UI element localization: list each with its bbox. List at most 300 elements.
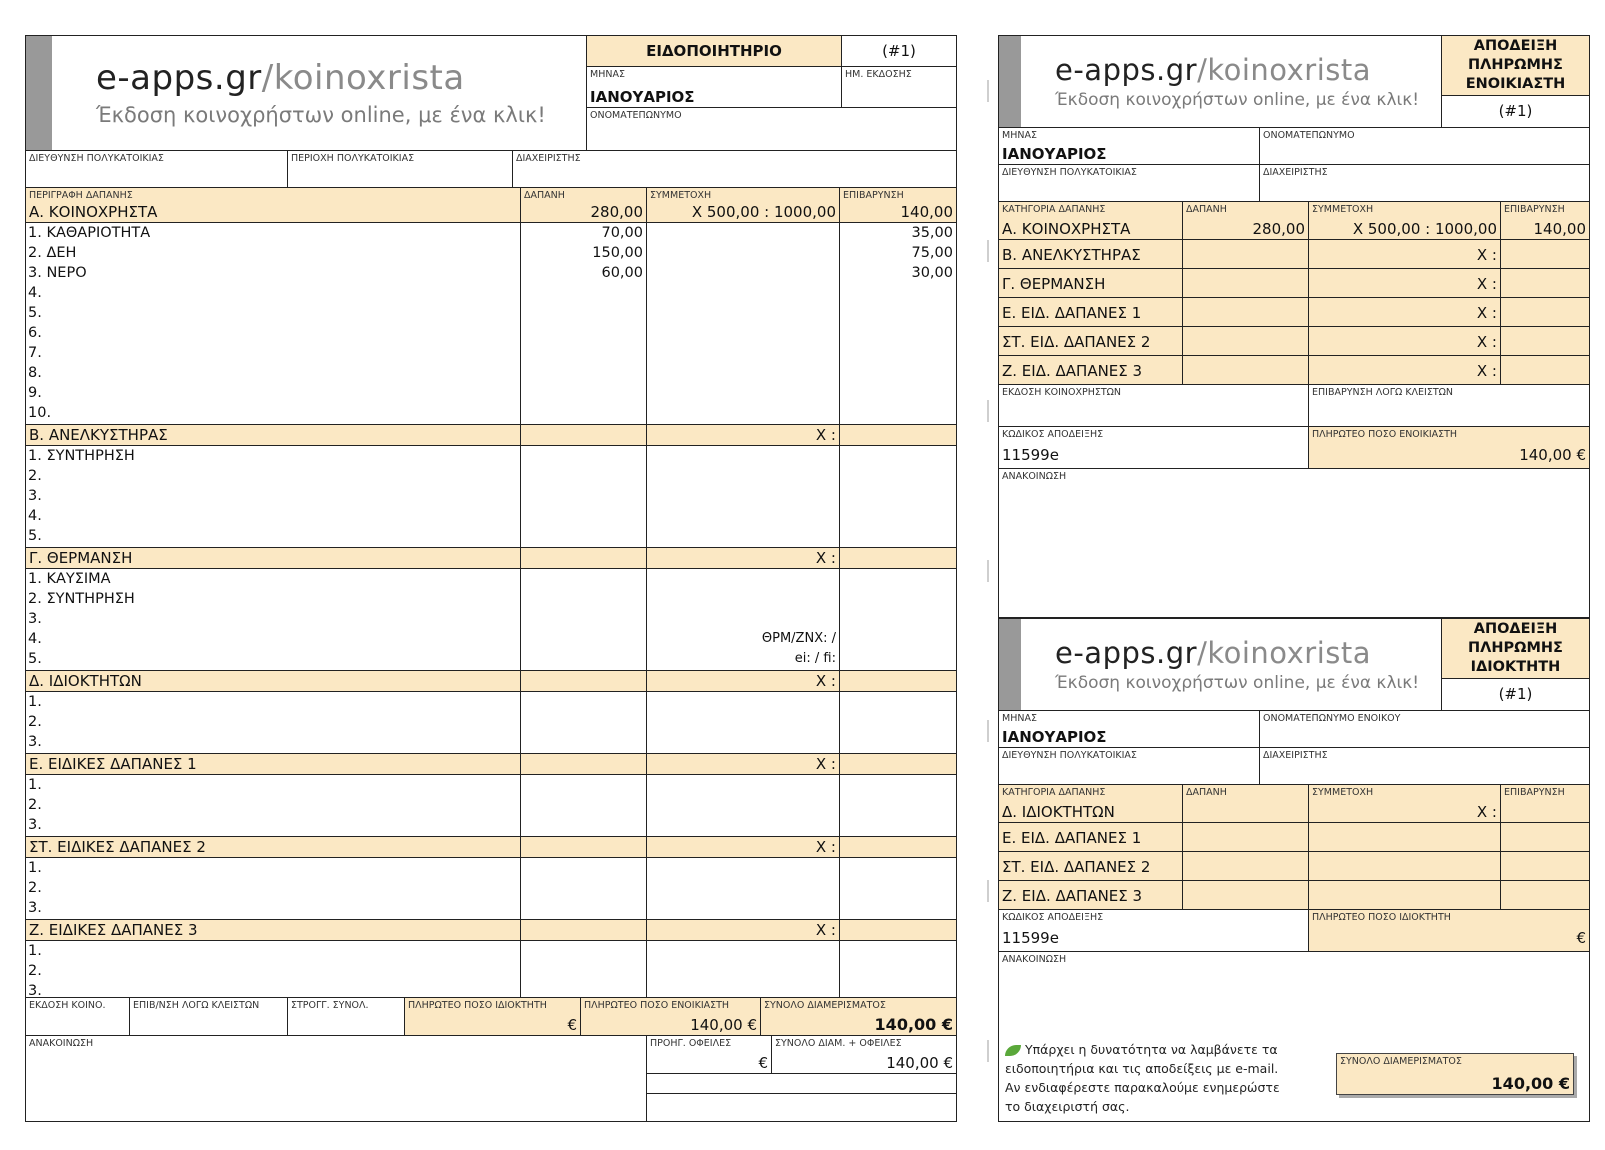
code-cell xyxy=(999,910,1309,952)
manager-label: ΔΙΑΧΕΙΡΙΣΤΗΣ xyxy=(516,153,581,164)
apartment-total-value: 140,00 € xyxy=(1491,1074,1570,1093)
row-cost xyxy=(1183,298,1309,327)
cat-d-cost xyxy=(521,671,647,692)
item: 4. xyxy=(28,285,42,301)
row-cat xyxy=(999,240,1183,269)
receipt-title-line3: ΕΝΟΙΚΙΑΣΤΗ xyxy=(1465,76,1566,92)
cat-st-charge xyxy=(840,837,956,858)
receipt-number: (#1) xyxy=(1498,685,1533,703)
pay-value: 140,00 € xyxy=(1519,446,1586,464)
closed-cell xyxy=(130,998,288,1036)
item: 10. xyxy=(28,405,52,421)
tenant-name-label: ΟΝΟΜΑΤΕΠΩΝΥΜΟ ΕΝΟΙΚΟΥ xyxy=(1263,713,1401,724)
issue-cell xyxy=(26,998,130,1036)
cat-e-share xyxy=(647,754,840,775)
row-charge xyxy=(1501,356,1589,385)
item: 2. xyxy=(28,797,42,813)
receipt-number-cell xyxy=(1442,679,1589,711)
manager-label: ΔΙΑΧΕΙΡΙΣΤΗΣ xyxy=(1263,167,1328,178)
cat-z-costs xyxy=(521,941,647,998)
month-value: ΙΑΝΟΥΑΡΙΟΣ xyxy=(1002,145,1107,163)
item-cost: 150,00 xyxy=(592,245,643,261)
row-charge xyxy=(1501,823,1589,852)
row-cat xyxy=(999,269,1183,298)
apartment-total-label: ΣΥΝΟΛΟ ΔΙΑΜΕΡΙΣΜΑΤΟΣ xyxy=(1340,1056,1462,1067)
cat-a-item-costs xyxy=(521,223,647,425)
pay-value: € xyxy=(1576,929,1586,947)
cut-line xyxy=(987,1040,989,1062)
col-desc-label: ΠΕΡΙΓΡΑΦΗ ΔΑΠΑΝΗΣ xyxy=(29,190,133,201)
cat-z-charge xyxy=(840,920,956,941)
fullname-label: ΟΝΟΜΑΤΕΠΩΝΥΜΟ xyxy=(1263,130,1355,141)
row-a-share-value: X 500,00 : 1000,00 xyxy=(1352,220,1497,238)
col-charge-label: ΕΠΙΒΑΡΥΝΣΗ xyxy=(1504,787,1565,798)
row-title: Ζ. ΕΙΔ. ΔΑΠΑΝΕΣ 3 xyxy=(1002,887,1143,905)
tenant-receipt xyxy=(998,35,1590,618)
cat-b-header xyxy=(26,425,521,446)
address-cell xyxy=(999,748,1260,785)
cat-a-cost: 280,00 xyxy=(590,203,643,221)
cat-d-header xyxy=(26,671,521,692)
col-share-label: ΣΥΜΜΕΤΟΧΗ xyxy=(1312,787,1374,798)
announce-label: ΑΝΑΚΟΙΝΩΣΗ xyxy=(1002,471,1067,482)
col-cost-label: ΔΑΠΑΝΗ xyxy=(524,190,565,201)
code-value: 11599e xyxy=(1002,446,1059,464)
closed-label: ΕΠΙΒΑΡΥΝΣΗ ΛΟΓΩ ΚΛΕΙΣΤΩΝ xyxy=(1312,387,1454,398)
notice-title-cell xyxy=(586,36,842,67)
cat-d-share xyxy=(647,671,840,692)
announce-cell xyxy=(999,952,1589,1121)
code-value: 11599e xyxy=(1002,929,1059,947)
cat-e-header xyxy=(26,754,521,775)
row-a-cost-value: 280,00 xyxy=(1252,220,1305,238)
row-a-charge xyxy=(1501,202,1589,240)
address-cell xyxy=(26,151,288,188)
brand-logo xyxy=(26,36,586,151)
row-cat xyxy=(999,327,1183,356)
cat-c-items xyxy=(26,569,521,671)
cat-e-costs xyxy=(521,775,647,837)
tenant-pay-label: ΠΛΗΡΩΤΕΟ ΠΟΣΟ ΕΝΟΙΚΙΑΣΤΗ xyxy=(584,1000,730,1011)
month-value: ΙΑΝΟΥΑΡΙΟΣ xyxy=(1002,728,1107,746)
closed-cell xyxy=(1309,385,1589,427)
item-charge: 35,00 xyxy=(911,225,953,241)
item: 1. xyxy=(28,694,42,710)
cat-st-charges xyxy=(840,858,956,920)
row-share xyxy=(1309,240,1501,269)
cat-z-cost xyxy=(521,920,647,941)
row-a-cat xyxy=(999,202,1183,240)
manager-label: ΔΙΑΧΕΙΡΙΣΤΗΣ xyxy=(1263,750,1328,761)
cut-line xyxy=(987,400,989,422)
cat-c-charge xyxy=(840,548,956,569)
cat-d-charge xyxy=(840,671,956,692)
cat-a-share: X 500,00 : 1000,00 xyxy=(691,203,836,221)
email-info-line4: το διαχειριστή σας. xyxy=(1005,1099,1130,1114)
receipt-title-line3: ΙΔΙΟΚΤΗΤΗ xyxy=(1470,659,1561,675)
issue-cell xyxy=(999,385,1309,427)
row-cat xyxy=(999,298,1183,327)
row-d-x: X : xyxy=(1476,803,1497,821)
col-cat-label: ΚΑΤΗΓΟΡΙΑ ΔΑΠΑΝΗΣ xyxy=(1002,204,1106,215)
cat-d-title: Δ. ΙΔΙΟΚΤΗΤΩΝ xyxy=(29,672,142,690)
row-share xyxy=(1309,881,1501,910)
row-charge xyxy=(1501,852,1589,881)
row-charge xyxy=(1501,240,1589,269)
cut-line xyxy=(987,720,989,742)
item: 2. ΣΥΝΤΗΡΗΣΗ xyxy=(28,591,135,607)
row-cost xyxy=(1183,240,1309,269)
announce-cell xyxy=(999,469,1589,617)
row-x: X : xyxy=(1476,304,1497,322)
row-share xyxy=(1309,852,1501,881)
row-charge xyxy=(1501,881,1589,910)
row-a-share xyxy=(1309,202,1501,240)
issue-label: ΕΚΔΟΣΗ ΚΟΙΝΟΧΡΗΣΤΩΝ xyxy=(1002,387,1122,398)
item: 1. ΚΑΥΣΙΜΑ xyxy=(28,571,111,587)
logo-bar xyxy=(26,36,52,150)
item: 3. xyxy=(28,734,42,750)
cat-z-charges xyxy=(840,941,956,998)
item: 8. xyxy=(28,365,42,381)
row-x: X : xyxy=(1476,275,1497,293)
address-label: ΔΙΕΥΘΥΝΣΗ ΠΟΛΥΚΑΤΟΙΚΙΑΣ xyxy=(29,153,164,164)
cat-e-x: X : xyxy=(815,755,836,773)
row-title: Ζ. ΕΙΔ. ΔΑΠΑΝΕΣ 3 xyxy=(1002,362,1143,380)
cat-e-cost xyxy=(521,754,647,775)
cat-c-cost xyxy=(521,548,647,569)
item: 3. xyxy=(28,488,42,504)
item-cost: 70,00 xyxy=(601,225,643,241)
announce-cell xyxy=(26,1036,647,1121)
logo-text: e-apps.gr/koinoxrista xyxy=(1055,636,1372,670)
row-d-title: Δ. ΙΔΙΟΚΤΗΤΩΝ xyxy=(1002,803,1115,821)
item: 4. xyxy=(28,508,42,524)
leaf-icon xyxy=(1005,1045,1021,1056)
item-cost: 60,00 xyxy=(601,265,643,281)
email-info-line2: ειδοποιητήρια και τις αποδείξεις με e-mail. xyxy=(1005,1061,1279,1076)
area-cell xyxy=(288,151,513,188)
row-d-cost xyxy=(1183,785,1309,823)
item: 5. xyxy=(28,528,42,544)
manager-cell xyxy=(513,151,956,188)
issue-date-label: ΗΜ. ΕΚΔΟΣΗΣ xyxy=(845,69,912,80)
pay-label: ΠΛΗΡΩΤΕΟ ΠΟΣΟ ΕΝΟΙΚΙΑΣΤΗ xyxy=(1312,429,1458,440)
cat-z-title: Ζ. ΕΙΔΙΚΕΣ ΔΑΠΑΝΕΣ 3 xyxy=(29,921,198,939)
item: 1. ΚΑΘΑΡΙΟΤΗΤΑ xyxy=(28,225,151,241)
apartment-total-box xyxy=(1336,1053,1574,1095)
item: 2. xyxy=(28,880,42,896)
cat-d-x: X : xyxy=(815,672,836,690)
issue-date-cell xyxy=(842,67,956,108)
cut-line xyxy=(987,560,989,582)
cat-b-charges xyxy=(840,446,956,548)
item: 4. xyxy=(28,631,42,647)
email-info-line1: Υπάρχει η δυνατότητα να λαμβάνετε τα xyxy=(1005,1040,1305,1059)
cat-c-shares xyxy=(647,569,840,671)
row-d-charge xyxy=(1501,785,1589,823)
row-share xyxy=(1309,823,1501,852)
item: 2. xyxy=(28,714,42,730)
item: 9. xyxy=(28,385,42,401)
row-cost xyxy=(1183,881,1309,910)
logo-bar xyxy=(999,619,1021,710)
cat-b-cost xyxy=(521,425,647,446)
row-a-title: Α. ΚΟΙΝΟΧΡΗΣΤΑ xyxy=(1002,220,1131,238)
fullname-label: ΟΝΟΜΑΤΕΠΩΝΥΜΟ xyxy=(590,110,682,121)
announce-label: ΑΝΑΚΟΙΝΩΣΗ xyxy=(1002,954,1067,965)
cat-a-items xyxy=(26,223,521,425)
month-label: ΜΗΝΑΣ xyxy=(590,69,625,80)
receipt-title-line1: ΑΠΟΔΕΙΞΗ xyxy=(1473,621,1558,637)
cat-a-charge: 140,00 xyxy=(900,203,953,221)
cat-c-header xyxy=(26,548,521,569)
cat-st-x: X : xyxy=(815,838,836,856)
area-label: ΠΕΡΙΟΧΗ ΠΟΛΥΚΑΤΟΙΚΙΑΣ xyxy=(291,153,415,164)
cat-d-items xyxy=(26,692,521,754)
notice-number-cell xyxy=(842,36,956,67)
brand-logo xyxy=(999,619,1442,711)
cat-st-share xyxy=(647,837,840,858)
item: 3. xyxy=(28,983,42,998)
cat-st-items xyxy=(26,858,521,920)
cat-a-header-cost xyxy=(521,188,647,223)
item-charge: 75,00 xyxy=(911,245,953,261)
brand-logo xyxy=(999,36,1442,128)
row-x: X : xyxy=(1476,362,1497,380)
cat-st-costs xyxy=(521,858,647,920)
round-label: ΣΤΡΟΓΓ. ΣΥΝΟΛ. xyxy=(291,1000,369,1011)
owner-pay-label: ΠΛΗΡΩΤΕΟ ΠΟΣΟ ΙΔΙΟΚΤΗΤΗ xyxy=(408,1000,547,1011)
cat-a-item-shares xyxy=(647,223,840,425)
apartment-total-label: ΣΥΝΟΛΟ ΔΙΑΜΕΡΙΣΜΑΤΟΣ xyxy=(764,1000,886,1011)
round-cell xyxy=(288,998,405,1036)
cat-e-charges xyxy=(840,775,956,837)
cut-line xyxy=(987,240,989,262)
item: 5. xyxy=(28,651,42,667)
row-share xyxy=(1309,356,1501,385)
item: 3. ΝΕΡΟ xyxy=(28,265,87,281)
manager-cell xyxy=(1260,165,1589,202)
logo-tagline: Έκδοση κοινοχρήστων online, με ένα κλικ! xyxy=(96,103,546,127)
row-d-share xyxy=(1309,785,1501,823)
row-x: X : xyxy=(1476,246,1497,264)
item: 3. xyxy=(28,611,42,627)
cat-c-costs xyxy=(521,569,647,671)
month-cell xyxy=(999,128,1260,165)
cat-a-header-charge xyxy=(840,188,956,223)
row-cost xyxy=(1183,327,1309,356)
month-value: ΙΑΝΟΥΑΡΙΟΣ xyxy=(590,88,695,106)
logo-text: e-apps.gr/koinoxrista xyxy=(96,58,465,98)
cat-a-item-charges xyxy=(840,223,956,425)
cut-line xyxy=(987,880,989,902)
col-cost-label: ΔΑΠΑΝΗ xyxy=(1186,204,1227,215)
item: 1. xyxy=(28,943,42,959)
cat-d-charges xyxy=(840,692,956,754)
heating-note-2: ei: / fi: xyxy=(794,651,836,666)
email-info xyxy=(1005,1040,1305,1116)
cat-c-share xyxy=(647,548,840,569)
row-charge xyxy=(1501,327,1589,356)
cat-b-items xyxy=(26,446,521,548)
logo-tagline: Έκδοση κοινοχρήστων online, με ένα κλικ! xyxy=(1055,673,1420,693)
cat-z-shares xyxy=(647,941,840,998)
row-cat xyxy=(999,852,1183,881)
announce-label: ΑΝΑΚΟΙΝΩΣΗ xyxy=(29,1038,94,1049)
cat-z-items xyxy=(26,941,521,998)
cat-a-title: Α. ΚΟΙΝΟΧΡΗΣΤΑ xyxy=(29,203,158,221)
cat-z-header xyxy=(26,920,521,941)
cat-b-charge xyxy=(840,425,956,446)
receipt-title-cell xyxy=(1442,36,1589,96)
row-charge xyxy=(1501,269,1589,298)
cat-st-cost xyxy=(521,837,647,858)
owner-receipt xyxy=(998,618,1590,1122)
row-title: ΣΤ. ΕΙΔ. ΔΑΠΑΝΕΣ 2 xyxy=(1002,333,1151,351)
total-with-debts-value: 140,00 € xyxy=(886,1054,953,1072)
item: 5. xyxy=(28,305,42,321)
heating-note-1: ΘΡΜ/ZNX: / xyxy=(761,631,836,646)
row-cat xyxy=(999,881,1183,910)
cat-z-x: X : xyxy=(815,921,836,939)
receipt-title-cell xyxy=(1442,619,1589,679)
row-title: Ε. ΕΙΔ. ΔΑΠΑΝΕΣ 1 xyxy=(1002,304,1142,322)
cat-z-share xyxy=(647,920,840,941)
col-cat-label: ΚΑΤΗΓΟΡΙΑ ΔΑΠΑΝΗΣ xyxy=(1002,787,1106,798)
notice-form xyxy=(25,35,957,1122)
row-a-cost xyxy=(1183,202,1309,240)
row-cost xyxy=(1183,823,1309,852)
item: 2. xyxy=(28,963,42,979)
item: 1. xyxy=(28,777,42,793)
owner-pay-cell xyxy=(405,998,581,1036)
cat-c-x: X : xyxy=(815,549,836,567)
col-share-label: ΣΥΜΜΕΤΟΧΗ xyxy=(1312,204,1374,215)
row-x: X : xyxy=(1476,333,1497,351)
cat-b-costs xyxy=(521,446,647,548)
row-share xyxy=(1309,298,1501,327)
row-a-charge-value: 140,00 xyxy=(1533,220,1586,238)
cat-e-title: Ε. ΕΙΔΙΚΕΣ ΔΑΠΑΝΕΣ 1 xyxy=(29,755,197,773)
row-title: Β. ΑΝΕΛΚΥΣΤΗΡΑΣ xyxy=(1002,246,1141,264)
row-cost xyxy=(1183,356,1309,385)
cat-a-header-desc xyxy=(26,188,521,223)
apartment-total-cell xyxy=(761,998,956,1036)
apartment-total-value: 140,00 € xyxy=(874,1015,953,1034)
manager-cell xyxy=(1260,748,1589,785)
notice-number: (#1) xyxy=(882,42,916,60)
total-with-debts-label: ΣΥΝΟΛΟ ΔΙΑΜ. + ΟΦΕΙΛΕΣ xyxy=(775,1038,902,1049)
address-label: ΔΙΕΥΘΥΝΣΗ ΠΟΛΥΚΑΤΟΙΚΙΑΣ xyxy=(1002,167,1137,178)
logo-bar xyxy=(999,36,1021,127)
row-title: Ε. ΕΙΔ. ΔΑΠΑΝΕΣ 1 xyxy=(1002,829,1142,847)
address-label: ΔΙΕΥΘΥΝΣΗ ΠΟΛΥΚΑΤΟΙΚΙΑΣ xyxy=(1002,750,1137,761)
cat-b-x: X : xyxy=(815,426,836,444)
cat-b-title: Β. ΑΝΕΛΚΥΣΤΗΡΑΣ xyxy=(29,426,168,444)
col-charge-label: ΕΠΙΒΑΡΥΝΣΗ xyxy=(843,190,904,201)
cut-line xyxy=(987,80,989,102)
col-charge-label: ΕΠΙΒΑΡΥΝΣΗ xyxy=(1504,204,1565,215)
fullname-cell xyxy=(586,108,956,151)
cat-c-title: Γ. ΘΕΡΜΑΝΣΗ xyxy=(29,549,133,567)
row-d-cat xyxy=(999,785,1183,823)
issue-label: ΕΚΔΟΣΗ ΚΟΙΝΟ. xyxy=(29,1000,106,1011)
row-cost xyxy=(1183,852,1309,881)
total-with-debts-cell xyxy=(772,1036,956,1074)
item: 1. ΣΥΝΤΗΡΗΣΗ xyxy=(28,448,135,464)
month-label: ΜΗΝΑΣ xyxy=(1002,713,1037,724)
tenant-pay-value: 140,00 € xyxy=(690,1016,757,1034)
prev-debts-cell xyxy=(647,1036,772,1074)
cat-e-charge xyxy=(840,754,956,775)
cat-st-title: ΣΤ. ΕΙΔΙΚΕΣ ΔΑΠΑΝΕΣ 2 xyxy=(29,838,206,856)
receipt-title-line2: ΠΛΗΡΩΜΗΣ xyxy=(1468,640,1563,656)
receipt-title-line2: ΠΛΗΡΩΜΗΣ xyxy=(1468,57,1563,73)
cat-e-items xyxy=(26,775,521,837)
row-cat xyxy=(999,823,1183,852)
col-cost-label: ΔΑΠΑΝΗ xyxy=(1186,787,1227,798)
row-title: ΣΤ. ΕΙΔ. ΔΑΠΑΝΕΣ 2 xyxy=(1002,858,1151,876)
code-cell xyxy=(999,427,1309,469)
receipt-number: (#1) xyxy=(1498,102,1533,120)
item: 7. xyxy=(28,345,42,361)
cat-a-header-share xyxy=(647,188,840,223)
logo-text: e-apps.gr/koinoxrista xyxy=(1055,53,1372,87)
cat-st-header xyxy=(26,837,521,858)
empty-footer-cell xyxy=(647,1074,956,1094)
item: 2. xyxy=(28,468,42,484)
logo-tagline: Έκδοση κοινοχρήστων online, με ένα κλικ! xyxy=(1055,90,1420,110)
prev-debts-label: ΠΡΟΗΓ. ΟΦΕΙΛΕΣ xyxy=(650,1038,732,1049)
pay-cell xyxy=(1309,427,1589,469)
item: 6. xyxy=(28,325,42,341)
closed-label: ΕΠΙΒ/ΝΣΗ ΛΟΓΩ ΚΛΕΙΣΤΩΝ xyxy=(133,1000,260,1011)
pay-cell xyxy=(1309,910,1589,952)
tenant-name-cell xyxy=(1260,711,1589,748)
row-charge xyxy=(1501,298,1589,327)
item: 3. xyxy=(28,817,42,833)
tenant-pay-cell xyxy=(581,998,761,1036)
cat-d-costs xyxy=(521,692,647,754)
cat-d-shares xyxy=(647,692,840,754)
item: 1. xyxy=(28,860,42,876)
owner-pay-value: € xyxy=(567,1016,577,1034)
row-cost xyxy=(1183,269,1309,298)
cat-b-shares xyxy=(647,446,840,548)
address-cell xyxy=(999,165,1260,202)
email-info-line3: Αν ενδιαφέρεστε παρακαλούμε ενημερώστε xyxy=(1005,1080,1280,1095)
code-label: ΚΩΔΙΚΟΣ ΑΠΟΔΕΙΞΗΣ xyxy=(1002,429,1104,440)
cat-b-share xyxy=(647,425,840,446)
row-title: Γ. ΘΕΡΜΑΝΣΗ xyxy=(1002,275,1106,293)
month-cell xyxy=(999,711,1260,748)
prev-debts-value: € xyxy=(758,1054,768,1072)
receipt-title-line1: ΑΠΟΔΕΙΞΗ xyxy=(1473,38,1558,54)
col-share-label: ΣΥΜΜΕΤΟΧΗ xyxy=(650,190,712,201)
month-label: ΜΗΝΑΣ xyxy=(1002,130,1037,141)
cat-c-charges xyxy=(840,569,956,671)
fullname-cell xyxy=(1260,128,1589,165)
item-charge: 30,00 xyxy=(911,265,953,281)
row-share xyxy=(1309,327,1501,356)
receipt-number-cell xyxy=(1442,96,1589,128)
row-share xyxy=(1309,269,1501,298)
pay-label: ΠΛΗΡΩΤΕΟ ΠΟΣΟ ΙΔΙΟΚΤΗΤΗ xyxy=(1312,912,1451,923)
notice-title: ΕΙΔΟΠΟΙΗΤΗΡΙΟ xyxy=(646,42,782,60)
item: 3. xyxy=(28,900,42,916)
code-label: ΚΩΔΙΚΟΣ ΑΠΟΔΕΙΞΗΣ xyxy=(1002,912,1104,923)
